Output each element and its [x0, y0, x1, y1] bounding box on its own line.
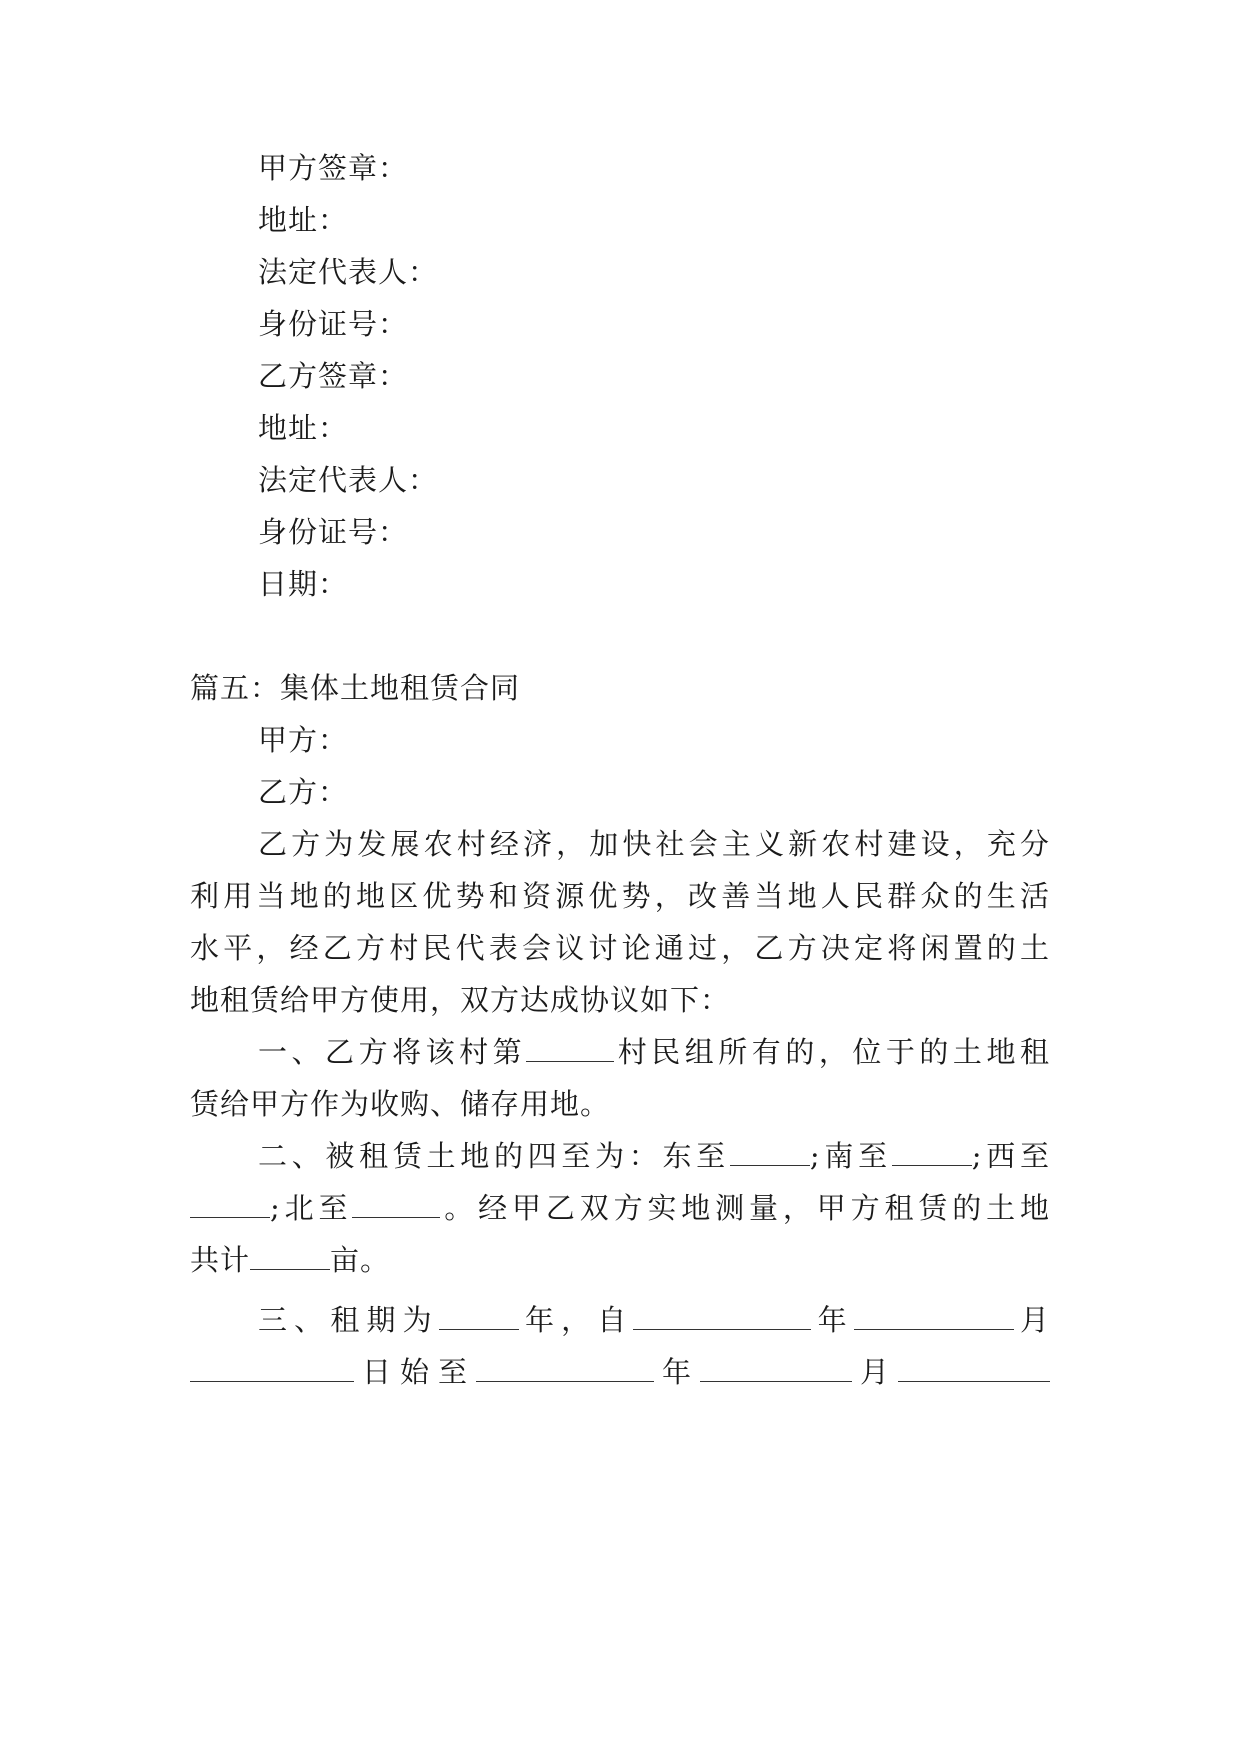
clause-2-line-2 — [190, 1188, 1050, 1228]
party-b-address-label: 地址： — [258, 411, 349, 445]
end-day-blank[interactable] — [898, 1353, 1050, 1382]
clause-3-text-b: 年，自 — [518, 1303, 634, 1337]
clause-2-text-c: ;西至 — [971, 1139, 1050, 1173]
clause-3-text-c: 年 — [811, 1303, 854, 1337]
party-a-id-number-label: 身份证号： — [258, 307, 409, 341]
party-b-signature-label: 乙方签章： — [258, 359, 409, 393]
north-boundary-blank[interactable] — [352, 1189, 440, 1218]
clause-3-text-g: 月 — [851, 1355, 898, 1389]
start-month-blank[interactable] — [854, 1301, 1014, 1330]
party-b-line: 乙方： — [258, 775, 349, 809]
clause-3-line-1 — [258, 1300, 1050, 1340]
clause-2-text-b: ;南至 — [809, 1139, 892, 1173]
clause-2-text-g: 亩。 — [330, 1243, 391, 1277]
west-boundary-blank[interactable] — [190, 1189, 270, 1218]
clause-2-line-1 — [258, 1136, 1050, 1176]
party-a-address-label: 地址： — [258, 203, 349, 237]
clause-1-text-a: 一、乙方将该村第 — [258, 1035, 527, 1069]
clause-2-line-3 — [190, 1240, 390, 1280]
clause-2-text-d: ;北至 — [270, 1191, 353, 1225]
party-b-id-number-label: 身份证号： — [258, 515, 409, 549]
start-day-blank[interactable] — [190, 1353, 354, 1382]
clause-3-text-e: 日始至 — [354, 1355, 476, 1389]
south-boundary-blank[interactable] — [892, 1137, 972, 1166]
party-a-line: 甲方： — [258, 723, 349, 757]
clause-3-text-f: 年 — [653, 1355, 700, 1389]
village-group-blank[interactable] — [526, 1033, 614, 1062]
clause-2-text-f: 共计 — [190, 1243, 251, 1277]
east-boundary-blank[interactable] — [730, 1137, 810, 1166]
intro-line-4: 地租赁给甲方使用，双方达成协议如下： — [190, 983, 731, 1017]
end-month-blank[interactable] — [700, 1353, 852, 1382]
party-a-legal-rep-label: 法定代表人： — [258, 255, 439, 289]
intro-line-2: 利用当地的地区优势和资源优势，改善当地人民群众的生活 — [190, 879, 1050, 913]
start-year-blank[interactable] — [633, 1301, 811, 1330]
lease-years-blank[interactable] — [439, 1301, 519, 1330]
clause-3-line-2 — [190, 1352, 1050, 1392]
party-a-signature-label: 甲方签章： — [258, 151, 409, 185]
clause-1-line-2: 赁给甲方作为收购、储存用地。 — [190, 1087, 611, 1121]
section-title: 篇五：集体土地租赁合同 — [190, 671, 521, 705]
clause-1-line-1 — [258, 1032, 1050, 1072]
party-b-legal-rep-label: 法定代表人： — [258, 463, 439, 497]
clause-3-text-d: 月 — [1013, 1303, 1050, 1337]
clause-3-text-a: 三、租期为 — [258, 1303, 439, 1337]
date-label: 日期： — [258, 567, 349, 601]
clause-2-text-e: 。经甲乙双方实地测量，甲方租赁的土地 — [440, 1191, 1050, 1225]
intro-line-1: 乙方为发展农村经济，加快社会主义新农村建设，充分 — [258, 827, 1050, 861]
intro-line-3: 水平，经乙方村民代表会议讨论通过，乙方决定将闲置的土 — [190, 931, 1050, 965]
total-area-blank[interactable] — [250, 1241, 330, 1270]
clause-1-text-b: 村民组所有的，位于的土地租 — [614, 1035, 1050, 1069]
end-year-blank[interactable] — [476, 1353, 654, 1382]
clause-2-text-a: 二、被租赁土地的四至为：东至 — [258, 1139, 730, 1173]
